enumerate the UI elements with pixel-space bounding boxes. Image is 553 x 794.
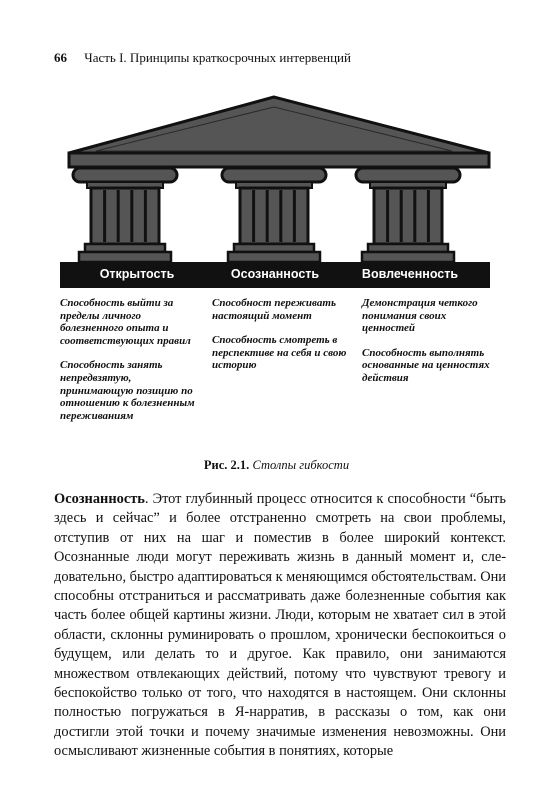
column-capital xyxy=(73,168,177,182)
running-title: Часть I. Принципы краткосрочных интервенций xyxy=(84,50,351,65)
column-shaft xyxy=(91,188,159,244)
column-base-lower xyxy=(362,252,454,262)
caption-text: Столпы гибкости xyxy=(252,458,350,472)
pillar-label-engagement: Вовлеченность xyxy=(361,267,459,281)
pillar-descriptions-openness xyxy=(60,297,198,434)
pillar-description: Демонстрация четкого понимания своих ценностей xyxy=(362,297,478,335)
pillar-description: Способность выполнять основанные на ценностях действия xyxy=(362,346,490,384)
column-base-lower xyxy=(228,252,320,262)
paragraph-text: . Этот глубинный процесс относится к способности “быть здесь и сейчас” и более отстраненно смотреть на свои проблемы, отступив от них на шаг и поместив в более широкий контекст. Осознанные люди могут переживать жизнь в данный момент и, следовательно, быстро адаптироваться к меняющимся обстоятельствам. Они способны отстраниться и рассматривать даже болезненные события как часть более общей картины жизни. Люди, которым не хватает сил в этой области, склонны руминировать о прошлом, хронически беспокоиться о будущем, или делать то и другое. Как правило, они занимаются множеством отвлекающих действий, потому что чувствуют тревогу и беспокойство только от того, что находятся в настоящем. Они склонны полностью погружаться в Я-нарратив, в рассказы о том, как они достигли этой точки и почему значимые изменения невозможны. Они осмысливают жизненные события в понятиях, которые xyxy=(54,491,506,760)
pillar-description: Способность смотреть в перспективе на себя и свою историю xyxy=(212,334,347,372)
column-shaft xyxy=(374,188,442,244)
figure-caption xyxy=(0,458,553,473)
pillar-label-openness: Открытость xyxy=(99,267,175,281)
page-number: 66 xyxy=(54,50,67,65)
pillar-label-mindfulness: Осознанность xyxy=(230,267,320,281)
column-shaft xyxy=(240,188,308,244)
pillar-description: Способность выйти за пределы личного болезненного опыта и соответствующих правил xyxy=(60,297,191,347)
pillar-description: Способност переживать настоящий момент xyxy=(212,297,336,322)
pillar-descriptions-mindfulness xyxy=(212,297,347,384)
body-paragraph xyxy=(54,490,506,762)
column-capital xyxy=(222,168,326,182)
lead-term: Осознанность xyxy=(54,491,145,507)
pillar-description: Способность занять непредвзятую, принимающую позицию по отношению к болезненным переживаниям xyxy=(60,359,195,422)
entablature xyxy=(69,153,489,167)
column-base-lower xyxy=(79,252,171,262)
column-capital xyxy=(356,168,460,182)
caption-number: Рис. 2.1. xyxy=(203,458,250,472)
pillar-descriptions-engagement xyxy=(362,297,500,397)
pillars-figure xyxy=(0,0,553,300)
